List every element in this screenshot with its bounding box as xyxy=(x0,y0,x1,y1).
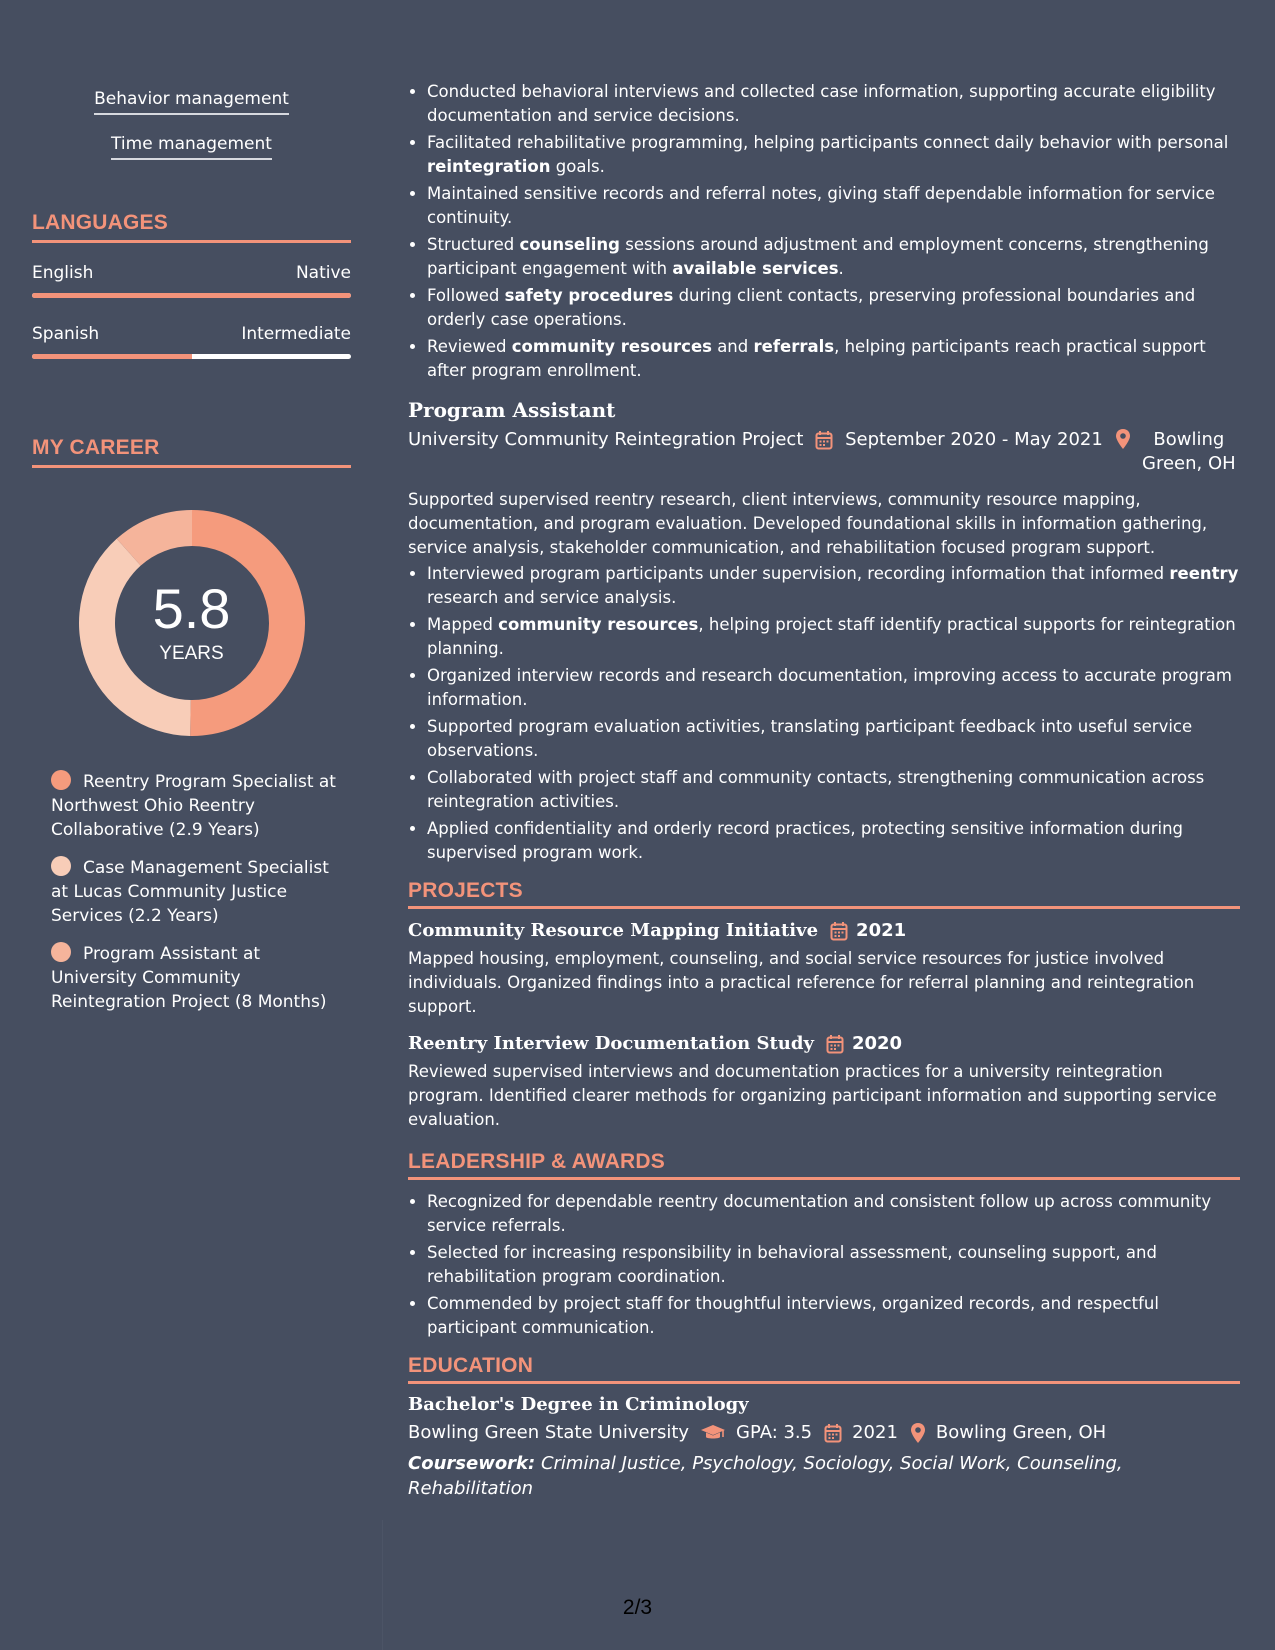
job-bullet: • Mapped community resources, helping project staff identify practical supports for reintegration planning. xyxy=(427,613,1240,661)
skill-behavior-management: Behavior management xyxy=(94,89,289,115)
job-organization: University Community Reintegration Project xyxy=(408,429,804,450)
education-meta xyxy=(408,1421,1240,1445)
coursework-label: Coursework: xyxy=(408,1453,536,1474)
job-bullet: • Organized interview records and research documentation, improving access to accurate program information. xyxy=(427,664,1240,712)
project-description: Mapped housing, employment, counseling, and social service resources for justice involved individuals. Organized findings into a practical reference for referral planning and reintegration support. xyxy=(408,949,1195,1016)
language-level-bar xyxy=(32,293,351,298)
job-location-text: Bowling Green, OH xyxy=(1142,429,1236,474)
job-meta xyxy=(408,428,1240,476)
graduation-year: 2021 xyxy=(852,1422,898,1443)
job-dates xyxy=(815,428,1102,476)
language-name: English xyxy=(32,263,94,283)
job-bullet: • Interviewed program participants under supervision, recording information that informed reentry research and service analysis. xyxy=(427,562,1240,610)
career-total-years: 5.8 xyxy=(152,577,231,640)
coursework-list: Criminal Justice, Psychology, Sociology, Social Work, Counseling, Rehabilitation xyxy=(408,1453,1123,1499)
project-year: 2020 xyxy=(851,1033,903,1054)
career-legend xyxy=(32,770,351,1014)
leadership-bullet-list xyxy=(408,1190,1240,1340)
language-level-bar xyxy=(32,354,351,359)
award-bullet: • Commended by project staff for thoughtful interviews, organized records, and respectful participant communication. xyxy=(427,1292,1240,1340)
job-bullet: • Maintained sensitive records and referral notes, giving staff dependable information for service continuity. xyxy=(427,182,1240,230)
job-bullet: • Structured counseling sessions around adjustment and employment concerns, strengthening participant engagement with available services. xyxy=(427,233,1240,281)
career-legend-item xyxy=(51,770,351,842)
school-location: Bowling Green, OH xyxy=(935,1422,1107,1443)
sidebar xyxy=(32,0,351,1028)
job-bullet: • Facilitated rehabilitative programming, helping participants connect daily behavior with personal reintegration goals. xyxy=(427,131,1240,179)
projects-heading: PROJECTS xyxy=(408,879,1240,909)
gpa: GPA: 3.5 xyxy=(736,1422,813,1443)
language-spanish xyxy=(32,324,351,359)
leadership-heading: LEADERSHIP & AWARDS xyxy=(408,1150,1240,1180)
calendar-icon xyxy=(815,430,833,450)
project-item xyxy=(408,920,1240,1019)
education-heading: EDUCATION xyxy=(408,1354,1240,1384)
award-bullet: • Recognized for dependable reentry documentation and consistent follow up across community service referrals. xyxy=(427,1190,1240,1238)
language-level: Intermediate xyxy=(241,324,351,344)
language-level: Native xyxy=(295,263,351,283)
calendar-icon xyxy=(830,921,848,941)
job-bullet: • Applied confidentiality and orderly record practices, protecting sensitive information during supervised program work. xyxy=(427,817,1240,865)
language-level-fill xyxy=(32,293,351,298)
career-legend-text: Reentry Program Specialist at Northwest Ohio Reentry Collaborative (2.9 Years) xyxy=(51,772,336,840)
school-name: Bowling Green State University xyxy=(408,1422,690,1443)
project-name: Community Resource Mapping Initiative xyxy=(408,920,819,941)
skill-time-management: Time management xyxy=(111,134,272,160)
job-dates-text: September 2020 - May 2021 xyxy=(845,429,1103,450)
project-name: Reentry Interview Documentation Study xyxy=(408,1033,814,1054)
career-legend-text: Case Management Specialist at Lucas Community Justice Services (2.2 Years) xyxy=(51,858,329,926)
career-donut-chart xyxy=(79,510,305,736)
job-summary: Supported supervised reentry research, client interviews, community resource mapping, documentation, and program evaluation. Developed foundational skills in information gathering, service analysis, stakeholder communication, and rehabilitation focused program support. xyxy=(408,490,1208,557)
project-year: 2021 xyxy=(856,920,907,941)
award-bullet: • Selected for increasing responsibility in behavioral assessment, counseling support, and rehabilitation program coordination. xyxy=(427,1241,1240,1289)
career-legend-item xyxy=(51,856,351,928)
column-divider xyxy=(382,1520,383,1650)
career-total-unit: YEARS xyxy=(159,643,224,664)
job-bullet: • Followed safety procedures during client contacts, preserving professional boundaries and orderly case operations. xyxy=(427,284,1240,332)
languages-heading: LANGUAGES xyxy=(32,211,351,243)
career-legend-item xyxy=(51,942,351,1014)
job-bullet: • Collaborated with project staff and community contacts, strengthening communication across reintegration activities. xyxy=(427,766,1240,814)
project-description: Reviewed supervised interviews and documentation practices for a university reintegration program. Identified clearer methods for organizing participant information and supporting service evaluation. xyxy=(408,1062,1217,1129)
job-bullet: • Supported program evaluation activities, translating participant feedback into useful service observations. xyxy=(427,715,1240,763)
graduation-cap-icon xyxy=(700,1424,726,1442)
legend-dot xyxy=(51,856,71,876)
calendar-icon xyxy=(824,1423,842,1443)
job2-bullet-list xyxy=(408,562,1240,865)
degree-title: Bachelor's Degree in Criminology xyxy=(408,1394,749,1415)
project-item xyxy=(408,1033,1240,1132)
job-location xyxy=(1115,428,1239,476)
page-number: 2/3 xyxy=(622,1596,653,1619)
language-english xyxy=(32,263,351,298)
map-pin-icon xyxy=(910,1422,926,1444)
legend-dot xyxy=(51,942,71,962)
career-legend-text: Program Assistant at University Community Reintegration Project (8 Months) xyxy=(51,944,327,1012)
job-bullet: • Reviewed community resources and referrals, helping participants reach practical support after program enrollment. xyxy=(427,335,1240,383)
job1-bullet-list xyxy=(408,80,1240,383)
my-career-heading: MY CAREER xyxy=(32,436,351,468)
job-title: Program Assistant xyxy=(408,398,616,422)
language-name: Spanish xyxy=(32,324,100,344)
legend-dot xyxy=(51,770,71,790)
map-pin-icon xyxy=(1115,428,1131,450)
coursework xyxy=(408,1451,1240,1501)
main-content xyxy=(408,0,1240,1501)
calendar-icon xyxy=(826,1034,844,1054)
job-bullet: • Conducted behavioral interviews and collected case information, supporting accurate eligibility documentation and service decisions. xyxy=(427,80,1240,128)
language-level-fill xyxy=(32,354,192,359)
